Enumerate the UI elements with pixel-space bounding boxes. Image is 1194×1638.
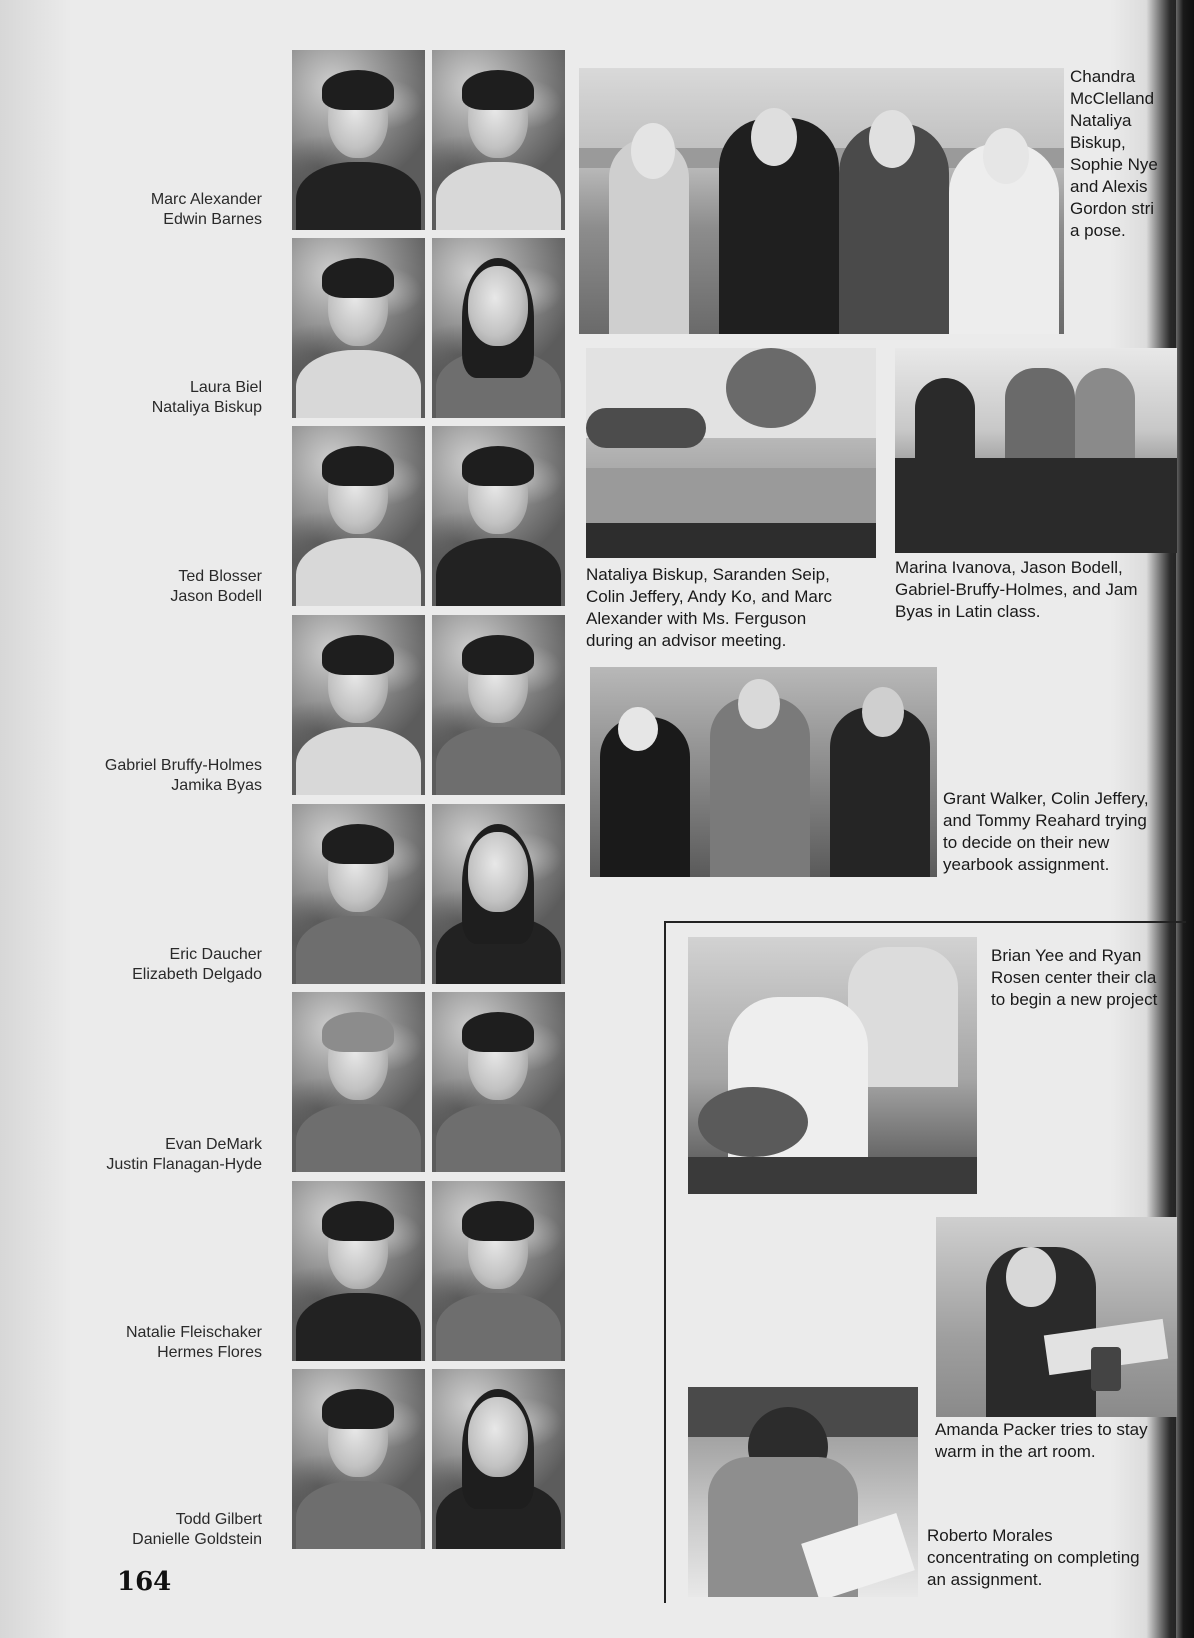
caption-line: an assignment. bbox=[927, 1570, 1043, 1589]
caption-line: Gordon stri bbox=[1070, 199, 1155, 218]
name-pair-6 bbox=[40, 1135, 262, 1175]
caption-line: Roberto Morales bbox=[927, 1526, 1053, 1545]
caption-line: to begin a new project bbox=[991, 990, 1158, 1009]
caption-line: Alexander with Ms. Ferguson bbox=[586, 609, 807, 628]
caption-line: Colin Jeffery, Andy Ko, and Marc bbox=[586, 587, 832, 606]
student-name: Edwin Barnes bbox=[163, 211, 262, 228]
yearbook-assignment-photo bbox=[590, 667, 937, 877]
name-pair-2 bbox=[40, 378, 262, 418]
portrait-photo bbox=[292, 238, 425, 418]
art-room-photo bbox=[936, 1217, 1177, 1417]
student-name: Hermes Flores bbox=[157, 1344, 262, 1361]
caption-line: Sophie Nye bbox=[1070, 155, 1158, 174]
name-pair-7 bbox=[40, 1323, 262, 1363]
name-pair-8 bbox=[40, 1510, 262, 1550]
name-pair-4 bbox=[40, 756, 262, 796]
name-pair-3 bbox=[40, 567, 262, 607]
student-name: Natalie Fleischaker bbox=[125, 1324, 262, 1341]
caption-line: Nataliya Biskup, Saranden Seip, bbox=[586, 565, 830, 584]
caption-line: warm in the art room. bbox=[935, 1442, 1096, 1461]
student-name: Jamika Byas bbox=[171, 777, 262, 794]
student-name: Evan DeMark bbox=[165, 1136, 262, 1153]
caption-line: to decide on their new bbox=[943, 833, 1110, 852]
caption-advisor-meeting bbox=[586, 564, 886, 652]
assignment-photo bbox=[688, 1387, 918, 1597]
portrait-photo bbox=[432, 1181, 565, 1361]
student-name: Elizabeth Delgado bbox=[132, 966, 262, 983]
caption-line: Marina Ivanova, Jason Bodell, bbox=[895, 558, 1123, 577]
portrait-photo bbox=[432, 615, 565, 795]
caption-latin-class bbox=[895, 557, 1177, 623]
advisor-meeting-photo bbox=[586, 348, 876, 558]
caption-line: Rosen center their cla bbox=[991, 968, 1157, 987]
portrait-photo bbox=[292, 50, 425, 230]
portrait-photo bbox=[292, 615, 425, 795]
portrait-photo bbox=[292, 1181, 425, 1361]
latin-class-photo bbox=[895, 348, 1177, 553]
portrait-photo bbox=[432, 992, 565, 1172]
portrait-photo bbox=[292, 1369, 425, 1549]
pottery-wheel-photo bbox=[688, 937, 977, 1194]
student-name: Ted Blosser bbox=[178, 568, 262, 585]
portrait-photo bbox=[432, 1369, 565, 1549]
caption-line: concentrating on completing bbox=[927, 1548, 1140, 1567]
student-name: Nataliya Biskup bbox=[151, 399, 262, 416]
student-name: Jason Bodell bbox=[170, 588, 262, 605]
caption-line: and Alexis bbox=[1070, 177, 1148, 196]
caption-line: Chandra bbox=[1070, 67, 1136, 86]
portrait-photo bbox=[292, 426, 425, 606]
caption-line: yearbook assignment. bbox=[943, 855, 1110, 874]
caption-line: Biskup, bbox=[1070, 133, 1126, 152]
caption-line: Nataliya bbox=[1070, 111, 1132, 130]
caption-assignment bbox=[927, 1525, 1177, 1591]
portrait-photo bbox=[432, 238, 565, 418]
student-name: Danielle Goldstein bbox=[132, 1531, 262, 1548]
student-name: Justin Flanagan-Hyde bbox=[106, 1156, 262, 1173]
name-pair-5 bbox=[40, 945, 262, 985]
caption-line: Grant Walker, Colin Jeffery, bbox=[943, 789, 1149, 808]
caption-line: Gabriel-Bruffy-Holmes, and Jam bbox=[895, 580, 1138, 599]
caption-art-room bbox=[935, 1419, 1177, 1463]
group-pose-photo bbox=[579, 68, 1064, 334]
portrait-photo bbox=[432, 50, 565, 230]
page-number: 164 bbox=[117, 1567, 172, 1597]
caption-line: a pose. bbox=[1070, 221, 1126, 240]
portrait-photo bbox=[432, 804, 565, 984]
portrait-photo bbox=[292, 804, 425, 984]
caption-line: Brian Yee and Ryan bbox=[991, 946, 1142, 965]
portrait-photo bbox=[432, 426, 565, 606]
caption-line: during an advisor meeting. bbox=[586, 631, 787, 650]
caption-line: and Tommy Reahard trying bbox=[943, 811, 1147, 830]
caption-yearbook-assignment bbox=[943, 788, 1177, 876]
student-name: Marc Alexander bbox=[150, 191, 262, 208]
student-name: Eric Daucher bbox=[169, 946, 262, 963]
name-pair-1 bbox=[40, 190, 262, 230]
caption-line: Byas in Latin class. bbox=[895, 602, 1041, 621]
caption-line: Amanda Packer tries to stay bbox=[935, 1420, 1148, 1439]
caption-line: McClelland bbox=[1070, 89, 1155, 108]
student-name: Laura Biel bbox=[189, 379, 262, 396]
caption-pottery bbox=[991, 945, 1177, 1011]
caption-group-pose bbox=[1070, 66, 1174, 242]
student-name: Todd Gilbert bbox=[175, 1511, 262, 1528]
student-name: Gabriel Bruffy-Holmes bbox=[104, 757, 262, 774]
portrait-photo bbox=[292, 992, 425, 1172]
